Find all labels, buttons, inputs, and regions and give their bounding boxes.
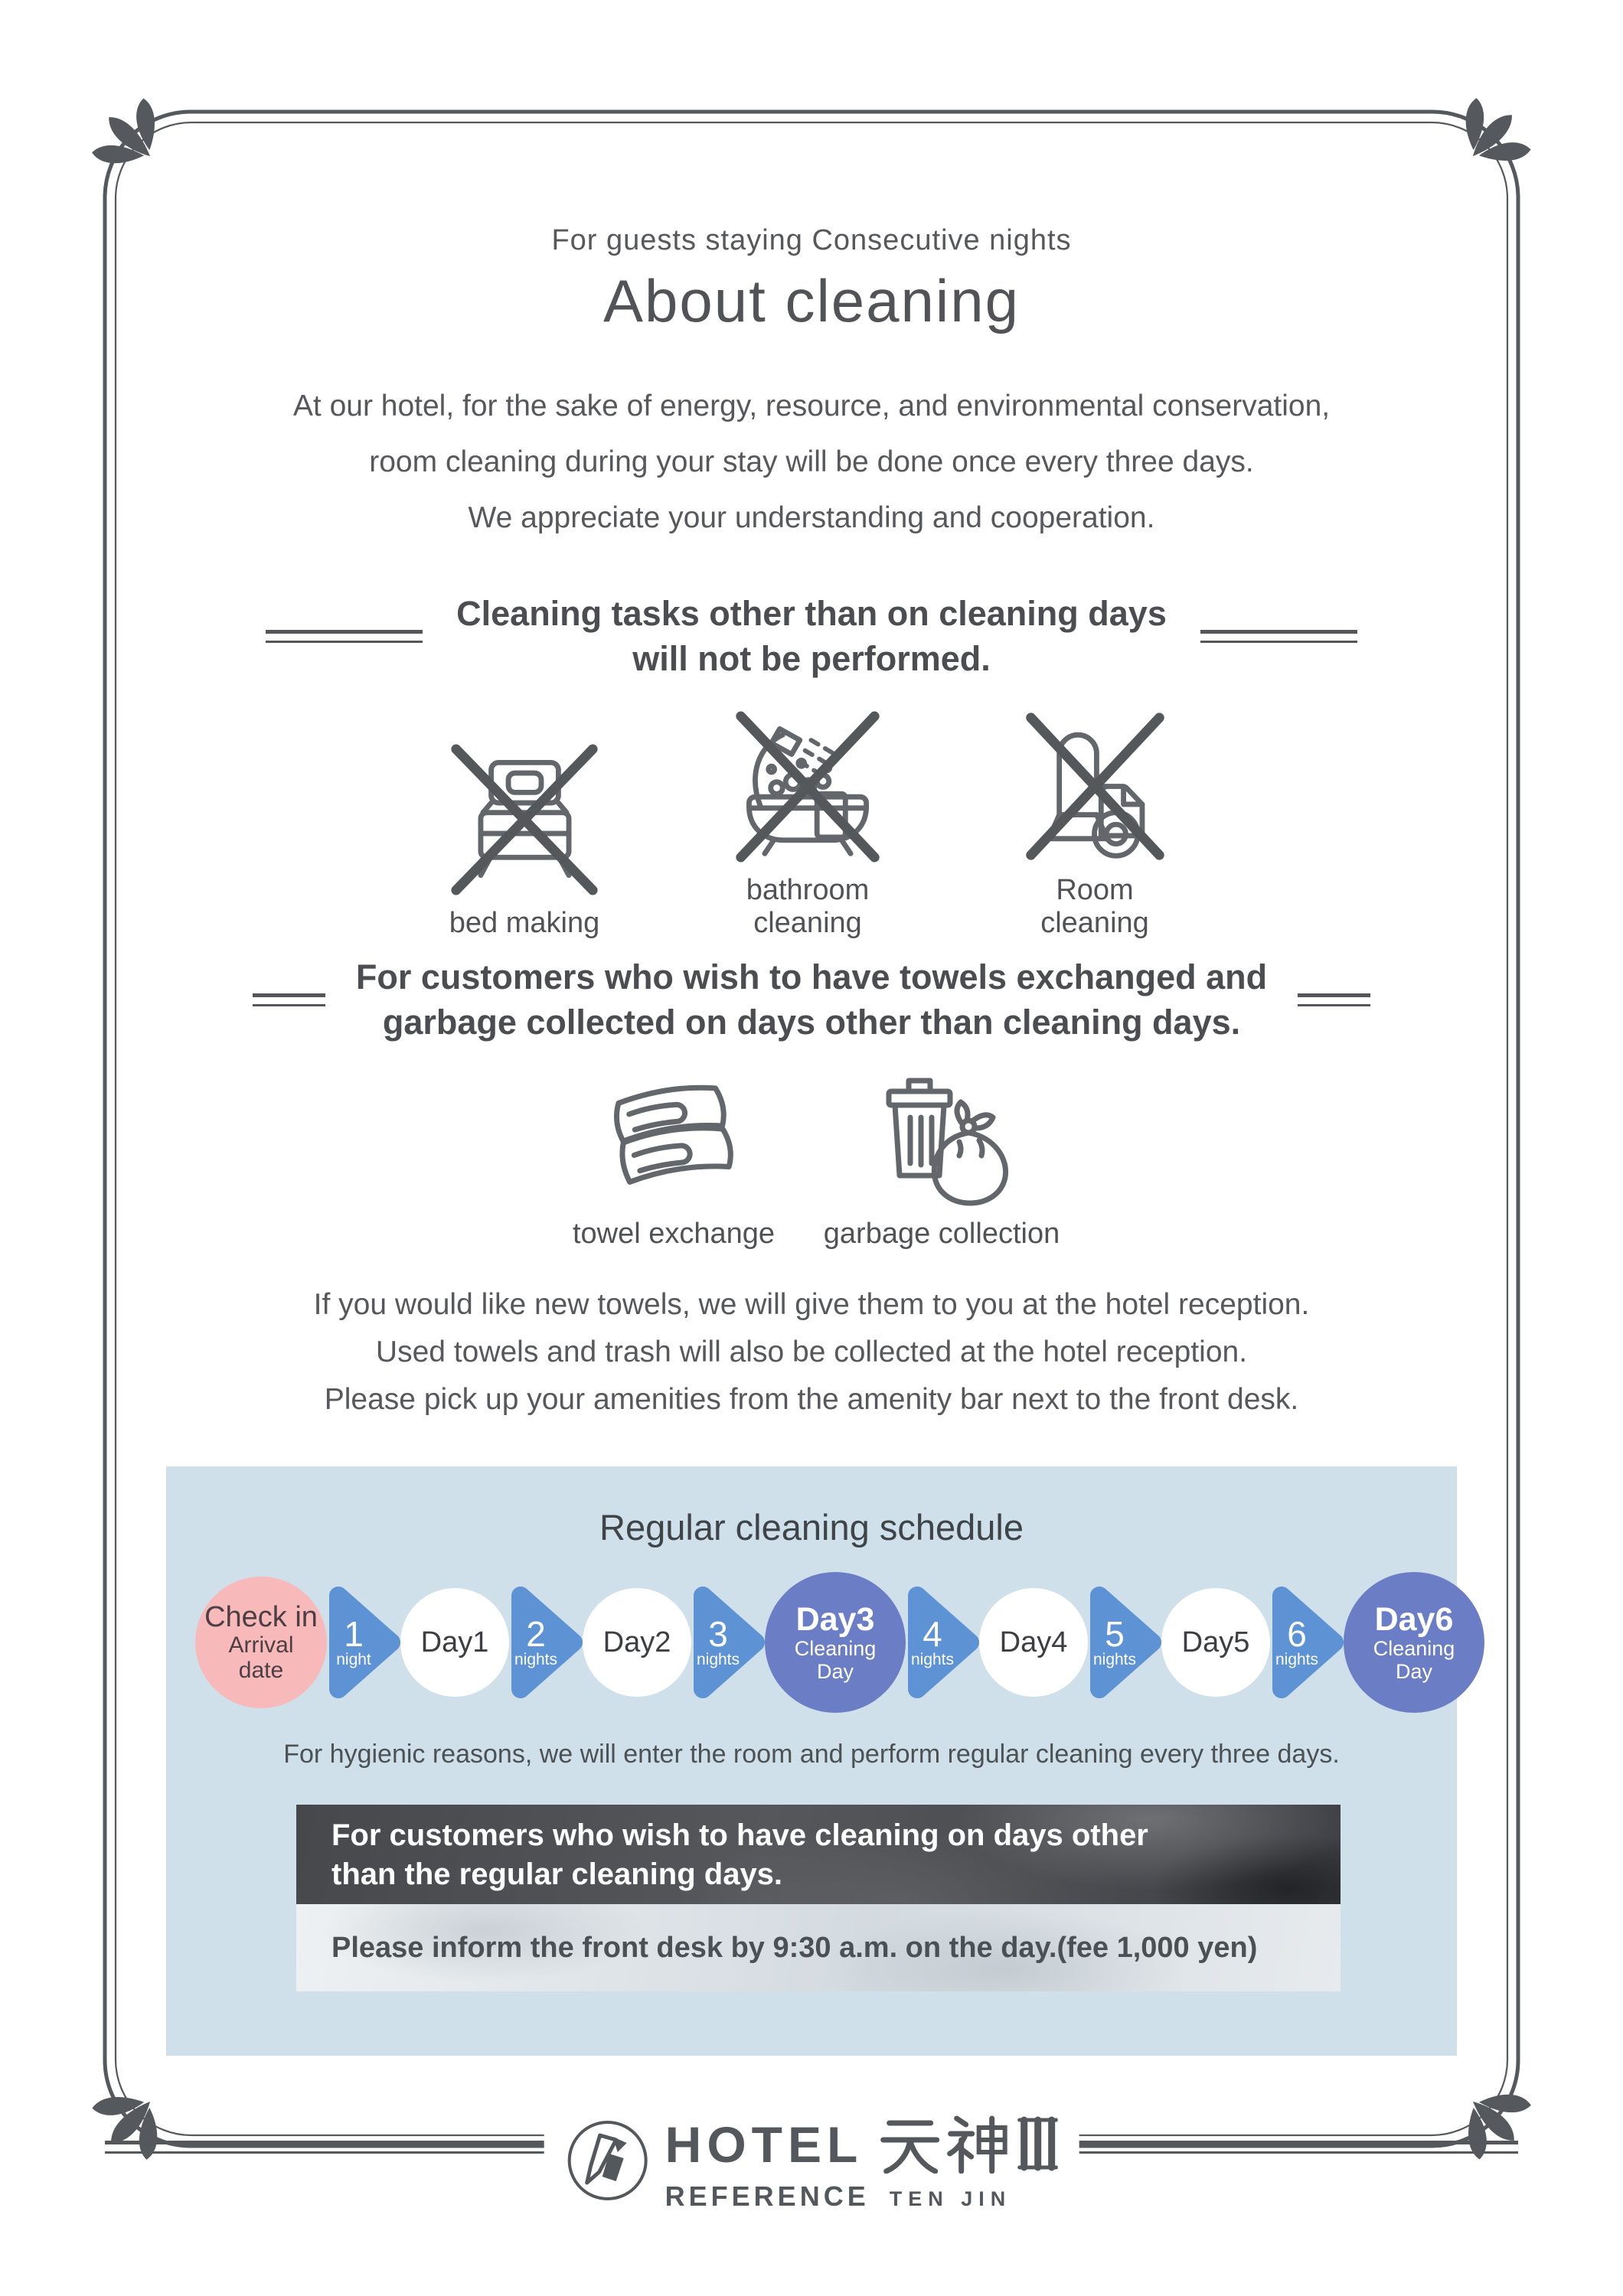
section-heading-line: garbage collected on days other than cleaning days. [382, 1003, 1241, 1042]
notice-body-text: Please inform the front desk by 9:30 a.m. on the day.(fee 1,000 yen) [331, 1931, 1258, 1964]
arrow-unit: nights [1092, 1650, 1137, 1668]
arrow-number: 2 [526, 1613, 546, 1654]
towel-icon [563, 1069, 785, 1207]
hotel-name-kanji-icon [880, 2112, 1057, 2177]
icon-label: bed making [449, 907, 600, 939]
arrow-3-nights-icon [691, 1584, 765, 1701]
hotel-name: HOTEL [665, 2116, 864, 2173]
schedule-timeline [195, 1571, 1455, 1714]
arrow-unit: nights [910, 1650, 955, 1668]
section-heading-line: will not be performed. [632, 639, 991, 678]
heading-rule-left [266, 630, 423, 643]
day-circle-day1 [400, 1588, 509, 1697]
footer-divider-right [1060, 2141, 1518, 2154]
day-label: Day1 [420, 1626, 489, 1658]
garbage-item [823, 1065, 1060, 1251]
icon-label: towel exchange [572, 1218, 776, 1250]
notice-body [296, 1904, 1341, 1991]
arrow-2-nights-icon [509, 1584, 583, 1701]
schedule-title: Regular cleaning schedule [599, 1507, 1024, 1548]
arrow-unit: night [336, 1650, 371, 1668]
no-task-item [433, 743, 616, 940]
cleaning-day-sub: Day [1395, 1660, 1432, 1683]
day-label: Day5 [1181, 1626, 1250, 1658]
section-no-tasks-heading [0, 591, 1623, 681]
day-label: Day2 [603, 1626, 671, 1658]
logo-r-mark-icon [566, 2118, 650, 2206]
day-circle-day5 [1161, 1588, 1270, 1697]
checkin-sub: date [238, 1658, 284, 1683]
schedule-note: For hygienic reasons, we will enter the room and perform regular cleaning every three days. [283, 1740, 1340, 1769]
no-task-item [700, 710, 915, 940]
heading-rule-right [1200, 630, 1357, 643]
day-label: Day4 [999, 1626, 1068, 1658]
intro-paragraph [0, 378, 1623, 546]
arrow-number: 5 [1105, 1613, 1125, 1654]
vacuum-crossed-icon [999, 710, 1190, 863]
arrow-number: 1 [344, 1613, 364, 1654]
towel-item [563, 1069, 785, 1251]
arrow-number: 3 [708, 1613, 728, 1654]
bed-crossed-icon [433, 743, 616, 896]
checkin-sub: Arrival [228, 1632, 294, 1658]
header-eyebrow: For guests staying Consecutive nights [551, 224, 1072, 256]
notice-heading-line: For customers who wish to have cleaning on days other [331, 1818, 1148, 1852]
day-circle-day4 [979, 1588, 1088, 1697]
cleaning-day-circle-day6 [1344, 1572, 1484, 1713]
intro-line: At our hotel, for the sake of energy, resource, and environmental conservation, [292, 390, 1331, 422]
section-heading-line: For customers who wish to have towels exchanged and [355, 957, 1268, 996]
heading-rule-left [253, 993, 325, 1006]
arrow-unit: nights [696, 1650, 740, 1668]
arrow-number: 6 [1287, 1613, 1307, 1654]
hotel-name-block [665, 2112, 1058, 2213]
schedule-step-checkin [195, 1577, 327, 1708]
notice-heading-line: than the regular cleaning days. [331, 1857, 783, 1891]
reception-line: Please pick up your amenities from the amenity bar next to the front desk. [324, 1383, 1299, 1416]
no-tasks-icon-row [0, 710, 1623, 940]
checkin-label: Check in [204, 1601, 318, 1633]
cleaning-day-sub: Cleaning [794, 1637, 877, 1660]
no-task-item [999, 710, 1190, 940]
hotel-tenjin: TEN JIN [889, 2187, 1012, 2210]
intro-line: room cleaning during your stay will be done once every three days. [369, 445, 1254, 478]
arrow-1-night-icon [327, 1584, 400, 1701]
cleaning-day-sub: Day [816, 1660, 854, 1683]
reception-line: Used towels and trash will also be collected at the hotel reception. [375, 1336, 1248, 1368]
icon-label: bathroom cleaning [746, 874, 870, 939]
arrow-unit: nights [514, 1650, 558, 1668]
section-heading-line: Cleaning tasks other than on cleaning days [456, 594, 1167, 633]
icon-label: garbage collection [823, 1218, 1060, 1250]
reception-paragraph [0, 1281, 1623, 1424]
day-circle-day2 [583, 1588, 691, 1697]
reception-line: If you would like new towels, we will give them to you at the hotel reception. [313, 1288, 1310, 1321]
footer-divider-left [105, 2141, 563, 2154]
cleaning-day-sub: Cleaning [1373, 1637, 1455, 1660]
intro-line: We appreciate your understanding and cooperation. [468, 501, 1155, 534]
schedule-panel [166, 1466, 1457, 2056]
section-towels-heading [0, 954, 1623, 1045]
heading-rule-right [1298, 993, 1370, 1006]
notice-heading [296, 1805, 1341, 1904]
hotel-logo [544, 2099, 1079, 2226]
arrow-number: 4 [923, 1613, 942, 1654]
garbage-icon [823, 1065, 1060, 1207]
cleaning-day-label: Day3 [795, 1601, 875, 1638]
arrow-5-nights-icon [1088, 1584, 1161, 1701]
arrow-unit: nights [1275, 1650, 1319, 1668]
towel-garbage-icon-row [0, 1065, 1623, 1251]
hotel-reference: REFERENCE [665, 2180, 870, 2212]
bathtub-crossed-icon [700, 710, 915, 863]
arrow-6-nights-icon [1270, 1584, 1344, 1701]
page-title: About cleaning [603, 267, 1020, 334]
icon-label: Room cleaning [1040, 874, 1149, 939]
arrow-4-nights-icon [906, 1584, 979, 1701]
notice-box [296, 1805, 1341, 1991]
cleaning-day-label: Day6 [1374, 1601, 1454, 1638]
cleaning-day-circle-day3 [765, 1572, 906, 1713]
